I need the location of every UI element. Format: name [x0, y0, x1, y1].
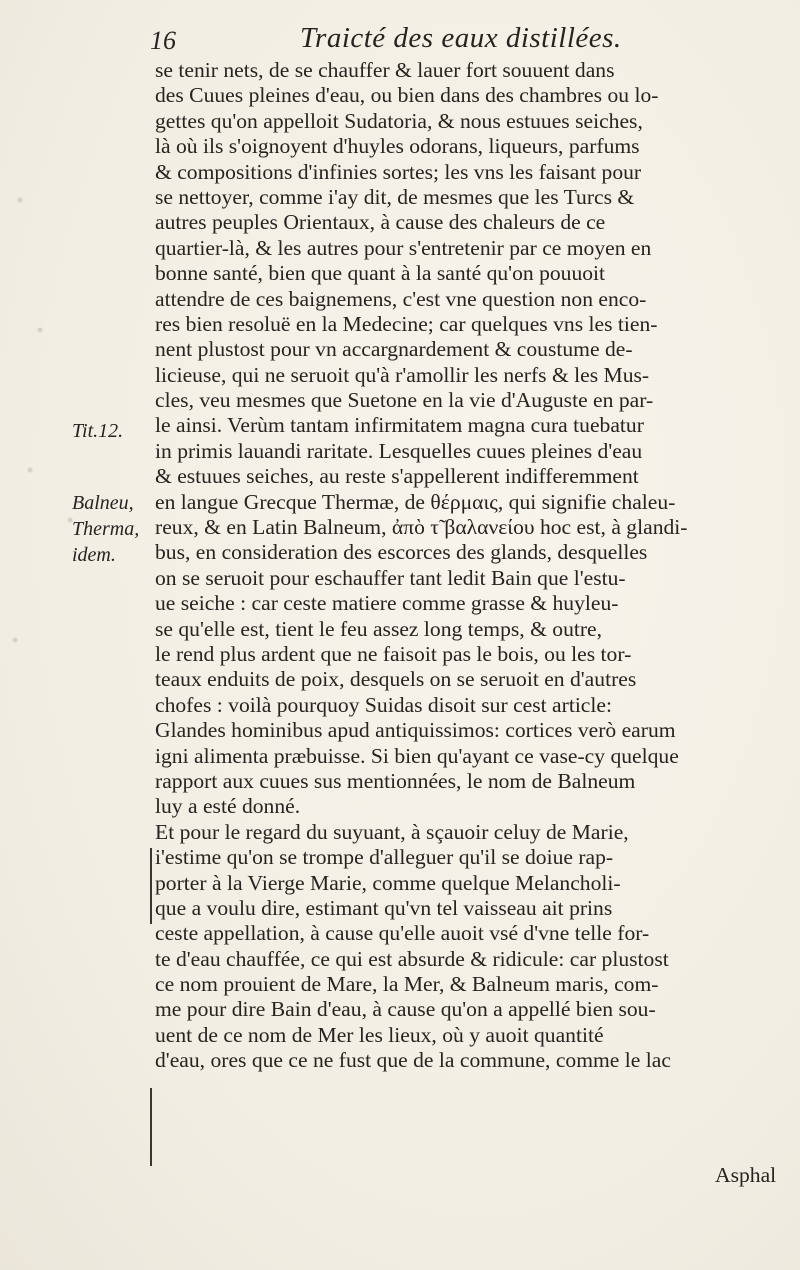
text-line: ceste appellation, à cause qu'elle auoit vsé d'vne telle for- [155, 921, 650, 946]
text-line: & estuues seiches, au reste s'appellerent indifferemment [155, 464, 639, 489]
margin-note-reference: Tit.12. [72, 420, 124, 442]
page-header [150, 16, 790, 56]
text-line: igni alimenta præbuisse. Si bien qu'ayant ce vase-cy quelque [155, 743, 679, 768]
text-line: bus, en consideration des escorces des glands, desquelles [155, 540, 648, 565]
text-line: bonne santé, bien que quant à la santé qu'on pouuoit [155, 261, 606, 286]
text-line: teaux enduits de poix, desquels on se seruoit en d'autres [155, 667, 637, 692]
text-line: chofes : voilà pourquoy Suidas disoit sur cest article: [155, 692, 612, 717]
text-line: le ainsi. Verùm tantam infirmitatem magna cura tuebatur [155, 413, 644, 438]
text-line: me pour dire Bain d'eau, à cause qu'on a appellé bien sou- [155, 997, 656, 1022]
text-line: luy a esté donné. [155, 794, 301, 819]
text-line: se nettoyer, comme i'ay dit, de mesmes que les Turcs & [155, 184, 635, 209]
catchword: Asphal [715, 1163, 777, 1187]
text-line: & compositions d'infinies sortes; les vns les faisant pour [155, 159, 642, 184]
text-line: d'eau, ores que ce ne fust que de la commune, comme le lac [155, 1048, 671, 1073]
text-line: le rend plus ardent que ne faisoit pas le bois, ou les tor- [155, 641, 632, 666]
text-line: gettes qu'on appelloit Sudatoria, & nous estuues seiches, [155, 108, 643, 133]
text-line: ce nom prouient de Mare, la Mer, & Balneum maris, com- [155, 972, 659, 997]
body-text [155, 58, 787, 1074]
text-line: res bien resoluë en la Medecine; car quelques vns les tien- [155, 311, 658, 336]
paragraph-bracket [150, 1088, 152, 1166]
text-line: licieuse, qui ne seruoit qu'à r'amollir les nerfs & les Mus- [155, 362, 650, 387]
paragraph-bracket [150, 848, 152, 924]
text-line: porter à la Vierge Marie, comme quelque Melancholi- [155, 870, 621, 895]
text-line: nent plustost pour vn accargnardement & coustume de- [155, 337, 633, 362]
text-line: autres peuples Orientaux, à cause des chaleurs de ce [155, 210, 606, 235]
text-line: uent de ce nom de Mer les lieux, où y auoit quantité [155, 1022, 604, 1047]
text-line: des Cuues pleines d'eau, ou bien dans des chambres ou lo- [155, 83, 659, 108]
text-line: reux, & en Latin Balneum, ἀπὸ τ̃ βαλανείου hoc est, à glandi- [155, 515, 688, 540]
text-line: attendre de ces baignemens, c'est vne question non enco- [155, 286, 647, 311]
text-line: i'estime qu'on se trompe d'alleguer qu'il se doiue rap- [155, 845, 614, 870]
margin-note-idem: idem. [72, 544, 116, 566]
text-line: là où ils s'oignoyent d'huyles odorans, liqueurs, parfums [155, 134, 640, 159]
text-line: on se seruoit pour eschauffer tant ledit Bain que l'estu- [155, 565, 626, 590]
text-line: Et pour le regard du suyuant, à sçauoir celuy de Marie, [155, 819, 629, 844]
text-line: en langue Grecque Thermæ, de θέρμαις, qui signifie chaleu- [155, 489, 676, 514]
text-line: quartier-là, & les autres pour s'entretenir par ce moyen en [155, 235, 652, 260]
page-number: 16 [150, 26, 176, 55]
text-line: rapport aux cuues sus mentionnées, le nom de Balneum [155, 768, 636, 793]
text-line: Glandes hominibus apud antiquissimos: cortices verò earum [155, 718, 676, 743]
text-line: se qu'elle est, tient le feu assez long temps, & outre, [155, 616, 603, 641]
bleed-through-marks [0, 0, 150, 760]
text-line: se tenir nets, de se chauffer & lauer fort souuent dans [155, 58, 615, 82]
running-head: Traicté des eaux distillées. [300, 22, 622, 54]
margin-note-balneum: Balneu, [72, 492, 134, 514]
text-line: ue seiche : car ceste matiere comme grasse & huyleu- [155, 591, 619, 616]
text-line: te d'eau chauffée, ce qui est absurde & ridicule: car plustost [155, 946, 669, 971]
text-line: in primis lauandi raritate. Lesquelles cuues pleines d'eau [155, 438, 643, 463]
text-line: que a voulu dire, estimant qu'vn tel vaisseau ait prins [155, 895, 613, 920]
text-line: cles, veu mesmes que Suetone en la vie d'Auguste en par- [155, 388, 654, 413]
margin-note-therma: Therma, [72, 518, 140, 540]
